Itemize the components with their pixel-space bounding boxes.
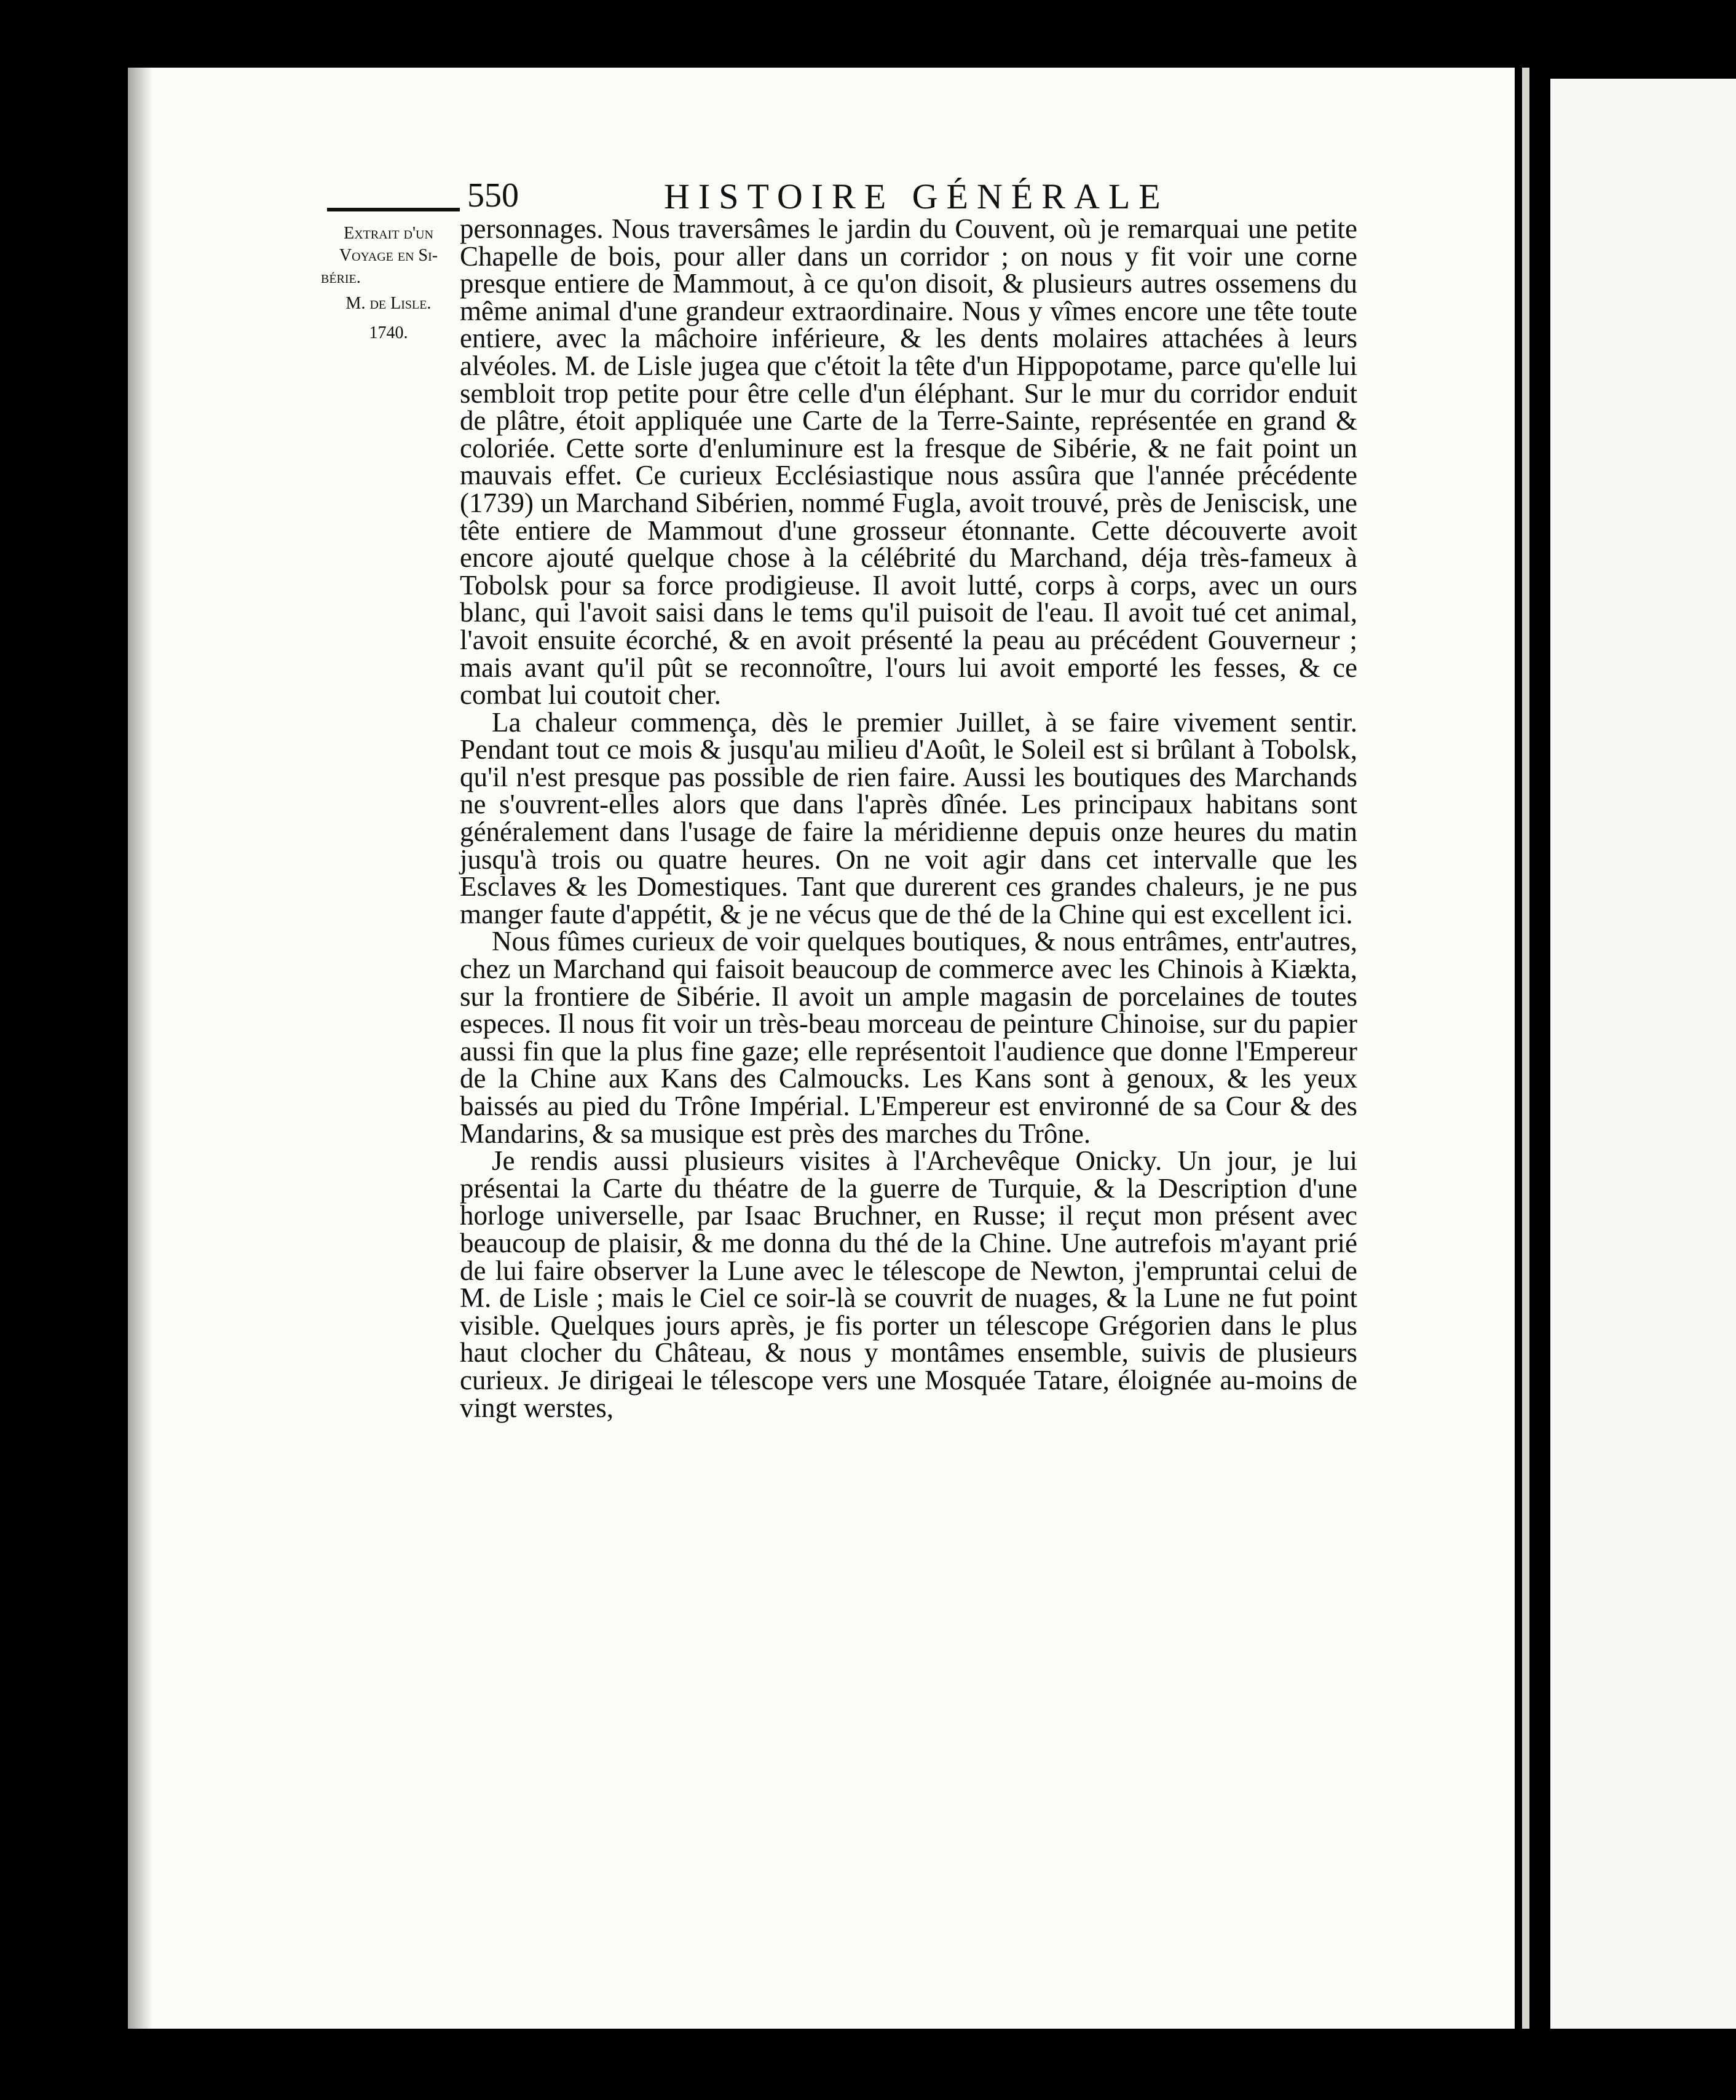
margin-note: Voyage en Si-	[339, 246, 438, 265]
margin-note: bérie.	[321, 268, 361, 287]
paragraph: Nous fûmes curieux de voir quelques boutiques, & nous entrâmes, entr'autres, chez un Marchand qui faisoit beaucoup de commerce avec les Chinois à Kiækta, sur la frontiere de Sibérie. Il avoit un ample magasin de porcelaines de toutes especes. Il nous fit voir un très-beau morceau de peinture Chinoise, sur du papier aussi fin que la plus fine gaze; elle représentoit l'audience que donne l'Empereur de la Chine aux Kans des Calmoucks. Les Kans sont à genoux, & les yeux baissés au pied du Trône Impérial. L'Empereur est environné de sa Cour & des Mandarins, & sa musique est près des marches du Trône.	[460, 926, 1357, 1149]
page-number: 550	[467, 176, 519, 215]
paragraph: La chaleur commença, dès le premier Juillet, à se faire vivement sentir. Pendant tout ce mois & jusqu'au milieu d'Août, le Soleil est si brûlant à Tobolsk, qu'il n'est presque pas possible de rien faire. Aussi les boutiques des Marchands ne s'ouvrent-elles alors que dans l'après dînée. Les principaux habitans sont généralement dans l'usage de faire la méridienne depuis onze heures du matin jusqu'à trois ou quatre heures. On ne voit agir dans cet intervalle que les Esclaves & les Domestiques. Tant que durerent ces grandes chaleurs, je ne pus manger faute d'appétit, & je ne vécus que de thé de la Chine qui est excellent ici.	[460, 706, 1357, 930]
facing-page-edge	[1550, 79, 1736, 2029]
running-title: HISTOIRE GÉNÉRALE	[664, 176, 1169, 216]
margin-notes	[317, 223, 460, 344]
paragraph: Je rendis aussi plusieurs visites à l'Archevêque Onicky. Un jour, je lui présentai la Carte du théatre de la guerre de Turquie, & la Description d'une horloge universelle, par Isaac Bruchner, en Russe; il reçut mon présent avec beaucoup de plaisir, & me donna du thé de la Chine. Une autrefois m'ayant prié de lui faire observer la Lune avec le télescope de Newton, j'empruntai celui de M. de Lisle ; mais le Ciel ce soir-là se couvrit de nuages, & la Lune ne fut point visible. Quelques jours après, je fis porter un télescope Grégorien dans le plus haut clocher du Château, & nous y montâmes ensemble, suivis de plusieurs curieux. Je dirigeai le télescope vers une Mosquée Tatare, éloignée au-moins de vingt werstes,	[460, 1145, 1357, 1423]
page-gutter	[1522, 68, 1529, 2029]
paragraph: personnages. Nous traversâmes le jardin du Couvent, où je remarquai une petite Chapelle de bois, pour aller dans un corridor ; on nous y fit voir une corne presque entiere de Mammout, à ce qu'on disoit, & plusieurs autres ossemens du même animal d'une grandeur extraordinaire. Nous y vîmes encore une tête toute entiere, avec la mâchoire inférieure, & les dents molaires attachées à leurs alvéoles. M. de Lisle jugea que c'étoit la tête d'un Hippopotame, parce qu'elle lui sembloit trop petite pour être celle d'un éléphant. Sur le mur du corridor enduit de plâtre, étoit appliquée une Carte de la Terre-Sainte, représentée en grand & coloriée. Cette sorte d'enluminure est la fresque de Sibérie, & ne fait point un mauvais effet. Ce curieux Ecclésiastique nous assûra que l'année précédente (1739) un Marchand Sibérien, nommé Fugla, avoit trouvé, près de Jeniscisk, une tête entiere de Mammout d'une grosseur étonnante. Cette découverte avoit encore ajouté quelque chose à la célébrité du Marchand, déja très-fameux à Tobolsk pour sa force prodigieuse. Il avoit lutté, corps à corps, avec un ours blanc, qui l'avoit saisi dans le tems qu'il puisoit de l'eau. Il avoit tué cet animal, l'avoit ensuite écorché, & en avoit présenté la peau au précédent Gouverneur ; mais avant qu'il pût se reconnoître, l'ours lui avoit emporté les fesses, & ce combat lui coutoit cher.	[460, 213, 1357, 711]
body-text	[460, 215, 1357, 1421]
margin-rule	[327, 208, 460, 211]
margin-note: Extrait d'un	[344, 224, 433, 243]
margin-note: M. de Lisle.	[345, 294, 432, 313]
page-shadow	[128, 68, 152, 2029]
margin-note: 1740.	[369, 323, 408, 342]
